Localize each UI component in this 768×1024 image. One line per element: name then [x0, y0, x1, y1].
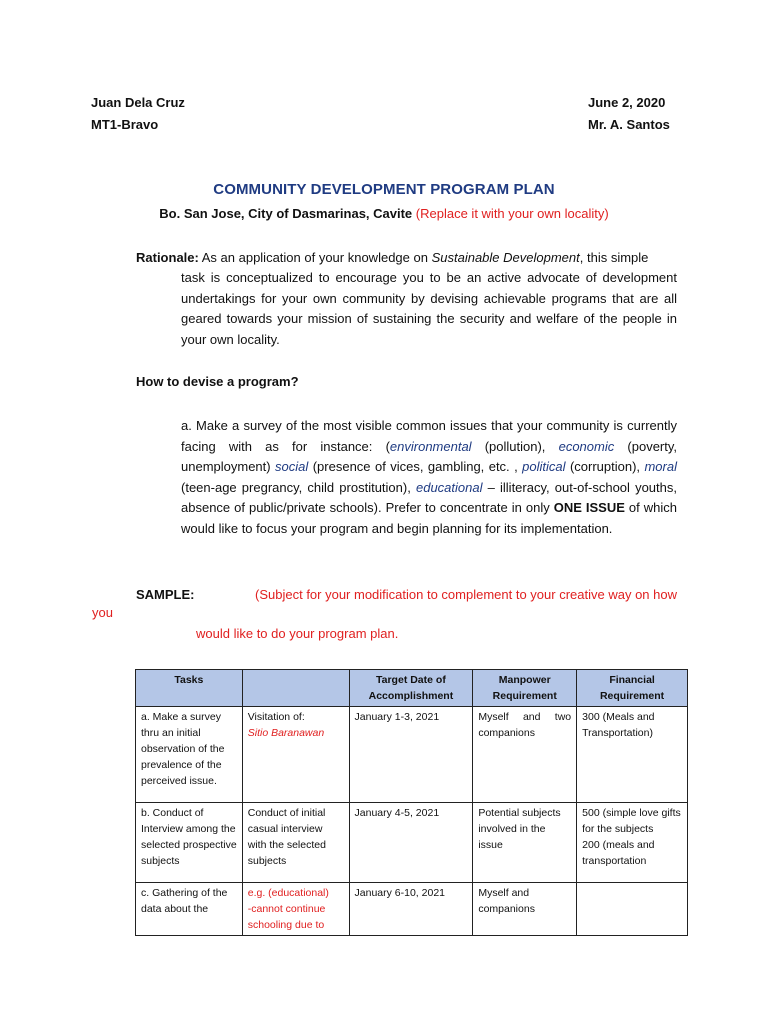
howto-heading: How to devise a program?	[136, 374, 299, 389]
one-issue-emphasis: ONE ISSUE	[553, 500, 625, 516]
table-header-row	[136, 670, 688, 707]
locality-place: Bo. San Jose, City of Dasmarinas, Cavite	[159, 206, 413, 221]
howto-text-8: of which would like to focus your program and begin planning for its implementation.	[181, 500, 677, 536]
sample-text-you: you	[92, 605, 113, 620]
manpower-cell: Myself and two companions	[473, 707, 577, 803]
date-cell: January 4-5, 2021	[349, 803, 473, 883]
howto-text-3: (poverty, unemployment)	[181, 438, 678, 475]
howto-text-2: (pollution),	[471, 438, 559, 454]
issue-social: social	[275, 459, 309, 475]
sample-label: SAMPLE:	[136, 587, 195, 602]
howto-text-6: (teen-age pregrancy, child prostitution),	[181, 479, 416, 495]
page-title: COMMUNITY DEVELOPMENT PROGRAM PLAN	[213, 181, 555, 198]
issue-political: political	[522, 459, 566, 475]
sample-first-line	[136, 585, 677, 605]
program-plan-table	[135, 669, 688, 936]
activity-line-2: -cannot continue schooling due to	[247, 903, 326, 931]
header-financial: Financial Requirement	[577, 670, 688, 707]
issue-environmental: environmental	[389, 438, 472, 454]
manpower-cell: Myself and companions	[473, 883, 577, 936]
issue-moral: moral	[644, 459, 677, 475]
task-cell: c. Gathering of the data about the	[136, 883, 243, 936]
rationale-body: task is conceptualized to encourage you to be an active advocate of development undertakings for your own community by devising achievable programs that are all geared towards your mission of sustaining the security and welfare of the people in your own locality.	[181, 270, 677, 347]
header-activity	[242, 670, 349, 707]
student-name: Juan Dela Cruz	[91, 95, 185, 110]
rationale-first-line	[136, 248, 648, 268]
date-cell: January 1-3, 2021	[349, 707, 473, 803]
document-date: June 2, 2020	[588, 95, 666, 110]
financial-cell: 300 (Meals and Transportation)	[577, 707, 688, 803]
header-manpower: Manpower Requirement	[473, 670, 577, 707]
locality-note: (Replace it with your own locality)	[415, 206, 609, 221]
rationale-label: Rationale:	[136, 250, 199, 265]
table-row	[136, 707, 688, 803]
financial-line-2: 200 (meals and transportation	[582, 839, 655, 867]
manpower-cell: Potential subjects involved in the issue	[473, 803, 577, 883]
activity-place: Sitio Baranawan	[247, 727, 325, 739]
howto-text-7: – illiteracy, out-of-school youths, absence of public/private schools). Prefer to concentrate in only	[181, 479, 677, 516]
financial-cell	[577, 803, 688, 883]
header-tasks: Tasks	[136, 670, 243, 707]
date-cell: January 6-10, 2021	[349, 883, 473, 936]
financial-cell	[577, 883, 688, 936]
activity-label: Visitation of:	[247, 711, 305, 723]
header-target-date: Target Date of Accomplishment	[349, 670, 473, 707]
activity-cell	[242, 883, 349, 936]
rationale-lead: As an application of your knowledge on	[201, 250, 428, 265]
task-cell: b. Conduct of Interview among the selected prospective subjects	[136, 803, 243, 883]
activity-cell	[242, 707, 349, 803]
issue-educational: educational	[415, 479, 483, 495]
task-cell: a. Make a survey thru an initial observation of the prevalence of the perceived issue.	[136, 707, 243, 803]
sample-text-2: would like to do your program plan.	[196, 626, 399, 641]
sample-text-1: (Subject for your modification to complement to your creative way on how	[255, 587, 677, 602]
howto-text-4: (presence of vices, gambling, etc. ,	[308, 459, 523, 475]
teacher-name: Mr. A. Santos	[588, 117, 670, 132]
rationale-topic: Sustainable Development	[431, 250, 580, 265]
rationale-first-rest: , this simple	[579, 250, 649, 265]
table-row	[136, 803, 688, 883]
howto-text-1: a. Make a survey of the most visible common issues that your community is currently facing with as for instance: (	[181, 418, 677, 454]
howto-text-5: (corruption),	[565, 459, 645, 475]
activity-line-1: e.g. (educational)	[247, 887, 329, 899]
locality-line	[0, 206, 768, 221]
activity-cell: Conduct of initial casual interview with the selected subjects	[242, 803, 349, 883]
financial-line-1: 500 (simple love gifts for the subjects	[582, 807, 681, 835]
student-section: MT1-Bravo	[91, 117, 159, 132]
table-row	[136, 883, 688, 936]
howto-paragraph	[181, 416, 677, 540]
issue-economic: economic	[558, 438, 615, 454]
